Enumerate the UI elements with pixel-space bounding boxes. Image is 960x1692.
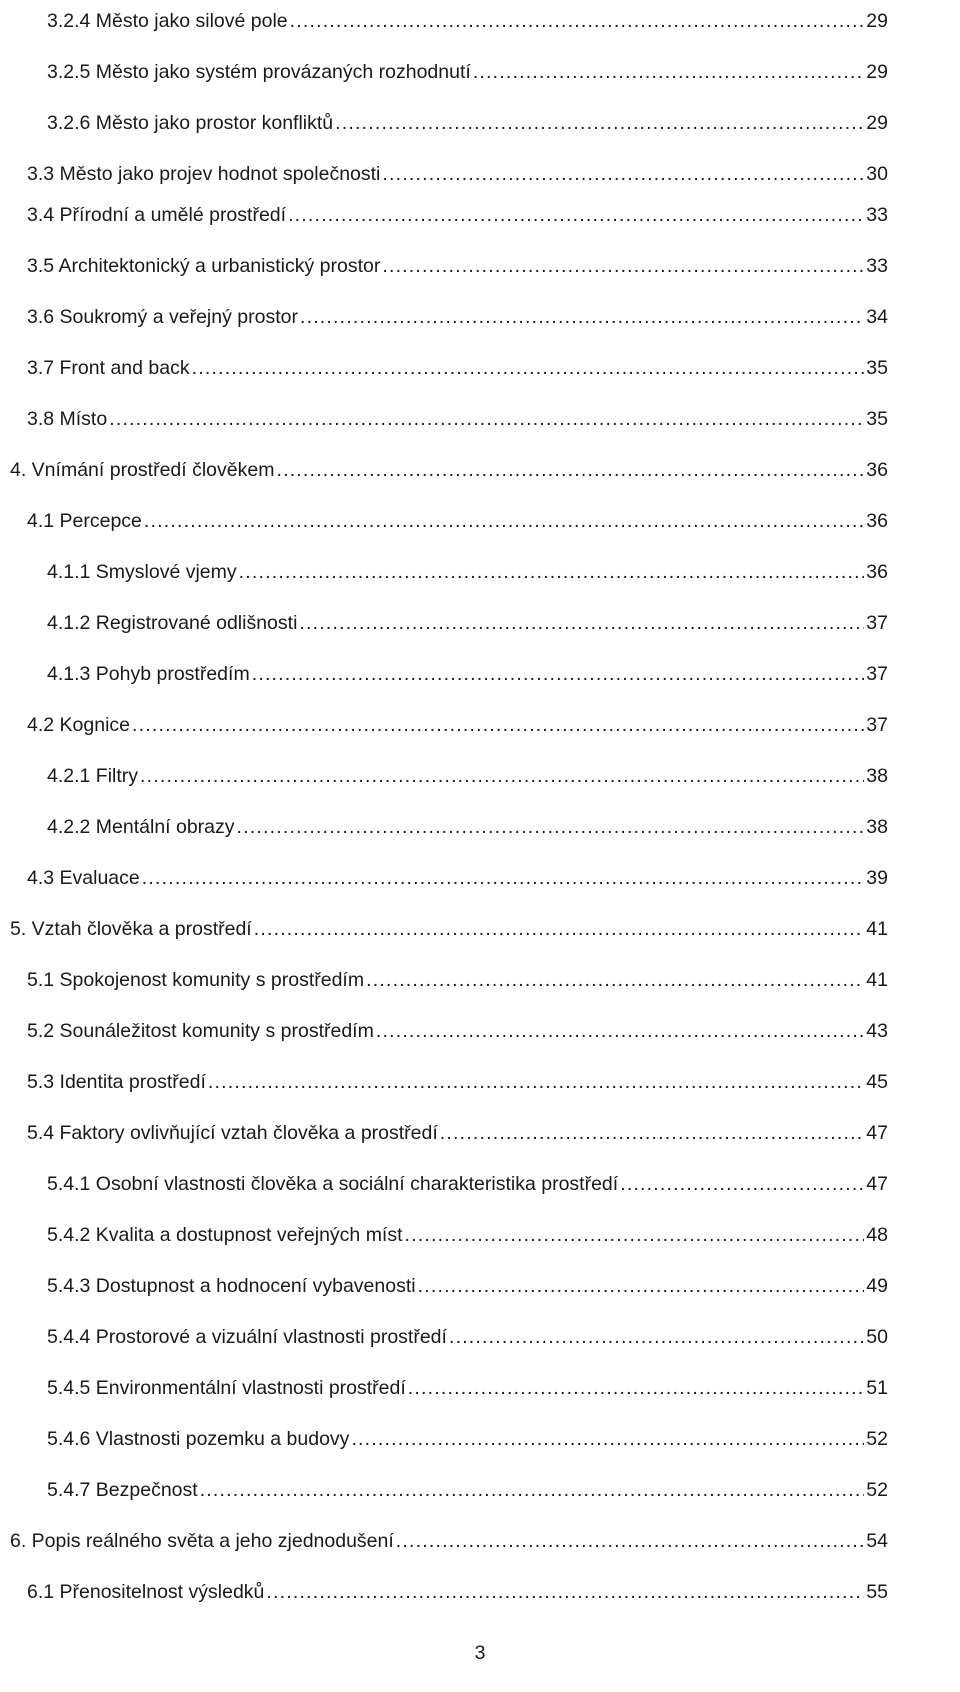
toc-dot-leader: [382, 255, 864, 277]
toc-entry-title: 3.4 Přírodní a umělé prostředí: [27, 204, 287, 226]
toc-entry-title: 3.2.6 Město jako prostor konfliktů: [47, 112, 334, 134]
toc-entry-page: 49: [866, 1275, 888, 1297]
toc-entry-page: 36: [866, 510, 888, 532]
toc-entry-page: 29: [866, 61, 888, 83]
toc-entry-title: 4.3 Evaluace: [27, 867, 140, 889]
toc-entry-title: 4.1.1 Smyslové vjemy: [47, 561, 237, 583]
toc-entry[interactable]: [47, 1369, 888, 1399]
toc-entry[interactable]: [47, 757, 888, 787]
toc-dot-leader: [300, 306, 864, 328]
toc-entry[interactable]: [47, 2, 888, 32]
toc-entry[interactable]: [47, 1165, 888, 1195]
toc-dot-leader: [418, 1275, 865, 1297]
toc-entry-title: 5.4.6 Vlastnosti pozemku a budovy: [47, 1428, 350, 1450]
toc-entry-title: 5. Vztah člověka a prostředí: [10, 918, 252, 940]
toc-entry-page: 36: [866, 459, 888, 481]
toc-entry-title: 3.6 Soukromý a veřejný prostor: [27, 306, 298, 328]
toc-entry-page: 50: [866, 1326, 888, 1348]
toc-entry[interactable]: [47, 808, 888, 838]
toc-entry-title: 3.2.5 Město jako systém provázaných rozhodnutí: [47, 61, 471, 83]
toc-dot-leader: [382, 163, 864, 185]
toc-dot-leader: [299, 612, 864, 634]
toc-entry-page: 35: [866, 357, 888, 379]
toc-entry-page: 37: [866, 714, 888, 736]
toc-dot-leader: [252, 663, 865, 685]
toc-dot-leader: [200, 1479, 865, 1501]
toc-entry-title: 4. Vnímání prostředí člověkem: [10, 459, 275, 481]
toc-entry-page: 33: [866, 255, 888, 277]
toc-entry-page: 38: [866, 816, 888, 838]
toc-entry-title: 5.4 Faktory ovlivňující vztah člověka a prostředí: [27, 1122, 438, 1144]
toc-entry-title: 3.7 Front and back: [27, 357, 190, 379]
toc-dot-leader: [408, 1377, 865, 1399]
toc-entry-page: 30: [866, 163, 888, 185]
toc-entry-page: 54: [866, 1530, 888, 1552]
toc-entry-title: 5.3 Identita prostředí: [27, 1071, 206, 1093]
toc-entry[interactable]: [27, 502, 888, 532]
toc-entry[interactable]: [27, 1012, 888, 1042]
toc-entry[interactable]: [27, 196, 888, 226]
toc-entry[interactable]: [47, 553, 888, 583]
toc-dot-leader: [366, 969, 864, 991]
toc-entry-page: 29: [866, 112, 888, 134]
toc-entry-title: 5.4.3 Dostupnost a hodnocení vybavenosti: [47, 1275, 416, 1297]
toc-dot-leader: [254, 918, 865, 940]
toc-entry-title: 4.1 Percepce: [27, 510, 142, 532]
toc-dot-leader: [276, 459, 864, 481]
toc-entry-page: 29: [866, 10, 888, 32]
toc-entry-page: 37: [866, 612, 888, 634]
toc-entry[interactable]: [27, 859, 888, 889]
toc-entry-title: 5.1 Spokojenost komunity s prostředím: [27, 969, 365, 991]
toc-entry[interactable]: [27, 1114, 888, 1144]
toc-entry-title: 4.2 Kognice: [27, 714, 130, 736]
toc-entry[interactable]: [10, 1522, 888, 1552]
toc-dot-leader: [237, 816, 865, 838]
toc-entry[interactable]: [10, 451, 888, 481]
toc-entry-title: 3.3 Město jako projev hodnot společnosti: [27, 163, 381, 185]
toc-entry-page: 48: [866, 1224, 888, 1246]
page-number: 3: [474, 1642, 486, 1664]
toc-entry-title: 5.4.2 Kvalita a dostupnost veřejných míst: [47, 1224, 403, 1246]
toc-entry[interactable]: [27, 349, 888, 379]
toc-entry-title: 5.4.1 Osobní vlastnosti člověka a sociální charakteristika prostředí: [47, 1173, 619, 1195]
toc-entry-page: 41: [866, 969, 888, 991]
toc-entry[interactable]: [27, 706, 888, 736]
toc-entry[interactable]: [27, 400, 888, 430]
toc-entry-page: 51: [866, 1377, 888, 1399]
toc-entry[interactable]: [47, 1420, 888, 1450]
toc-dot-leader: [376, 1020, 864, 1042]
toc-entry[interactable]: [10, 910, 888, 940]
toc-dot-leader: [396, 1530, 865, 1552]
toc-dot-leader: [290, 10, 865, 32]
toc-dot-leader: [288, 204, 864, 226]
toc-dot-leader: [142, 867, 865, 889]
toc-entry-title: 6.1 Přenositelnost výsledků: [27, 1581, 265, 1603]
toc-entry-page: 35: [866, 408, 888, 430]
toc-entry[interactable]: [47, 604, 888, 634]
toc-entry-title: 4.1.3 Pohyb prostředím: [47, 663, 250, 685]
toc-entry-page: 47: [866, 1173, 888, 1195]
toc-entry-page: 37: [866, 663, 888, 685]
toc-dot-leader: [440, 1122, 865, 1144]
toc-dot-leader: [109, 408, 864, 430]
toc-entry[interactable]: [27, 247, 888, 277]
toc-entry-page: 36: [866, 561, 888, 583]
toc-entry-page: 45: [866, 1071, 888, 1093]
toc-entry[interactable]: [47, 1318, 888, 1348]
toc-entry[interactable]: [47, 53, 888, 83]
toc-dot-leader: [144, 510, 864, 532]
toc-dot-leader: [192, 357, 865, 379]
toc-entry-page: 52: [866, 1479, 888, 1501]
toc-entry-title: 4.2.1 Filtry: [47, 765, 139, 787]
toc-dot-leader: [132, 714, 864, 736]
toc-dot-leader: [140, 765, 864, 787]
toc-entry[interactable]: [27, 1063, 888, 1093]
toc-entry-page: 41: [866, 918, 888, 940]
toc-entry-title: 4.1.2 Registrované odlišnosti: [47, 612, 298, 634]
toc-dot-leader: [449, 1326, 864, 1348]
toc-entry[interactable]: [47, 1471, 888, 1501]
toc-dot-leader: [473, 61, 864, 83]
toc-entry-page: 47: [866, 1122, 888, 1144]
toc-entry-title: 3.8 Místo: [27, 408, 108, 430]
toc-entry-page: 55: [866, 1581, 888, 1603]
toc-entry[interactable]: [27, 961, 888, 991]
toc-entry-page: 38: [866, 765, 888, 787]
toc-entry-page: 43: [866, 1020, 888, 1042]
toc-entry-page: 39: [866, 867, 888, 889]
toc-entry[interactable]: [47, 655, 888, 685]
toc-entry[interactable]: [47, 1216, 888, 1246]
toc-dot-leader: [266, 1581, 864, 1603]
toc-entry[interactable]: [27, 1573, 888, 1603]
toc-entry-title: 3.5 Architektonický a urbanistický prostor: [27, 255, 381, 277]
toc-entry-title: 6. Popis reálného světa a jeho zjednodušení: [10, 1530, 394, 1552]
toc-dot-leader: [335, 112, 864, 134]
toc-entry-title: 3.2.4 Město jako silové pole: [47, 10, 288, 32]
toc-entry-page: 52: [866, 1428, 888, 1450]
toc-entry-page: 33: [866, 204, 888, 226]
toc-dot-leader: [239, 561, 865, 583]
toc-entry[interactable]: [47, 1267, 888, 1297]
toc-entry-title: 5.4.5 Environmentální vlastnosti prostředí: [47, 1377, 406, 1399]
toc-entry[interactable]: [27, 155, 888, 185]
toc-dot-leader: [351, 1428, 864, 1450]
toc-entry-title: 4.2.2 Mentální obrazy: [47, 816, 235, 838]
toc-dot-leader: [208, 1071, 864, 1093]
toc-dot-leader: [405, 1224, 865, 1246]
toc-entry[interactable]: [47, 104, 888, 134]
toc-entry-page: 34: [866, 306, 888, 328]
toc-entry[interactable]: [27, 298, 888, 328]
toc-dot-leader: [620, 1173, 864, 1195]
toc-entry-title: 5.4.4 Prostorové a vizuální vlastnosti prostředí: [47, 1326, 447, 1348]
toc-entry-title: 5.4.7 Bezpečnost: [47, 1479, 198, 1501]
toc-entry-title: 5.2 Sounáležitost komunity s prostředím: [27, 1020, 374, 1042]
